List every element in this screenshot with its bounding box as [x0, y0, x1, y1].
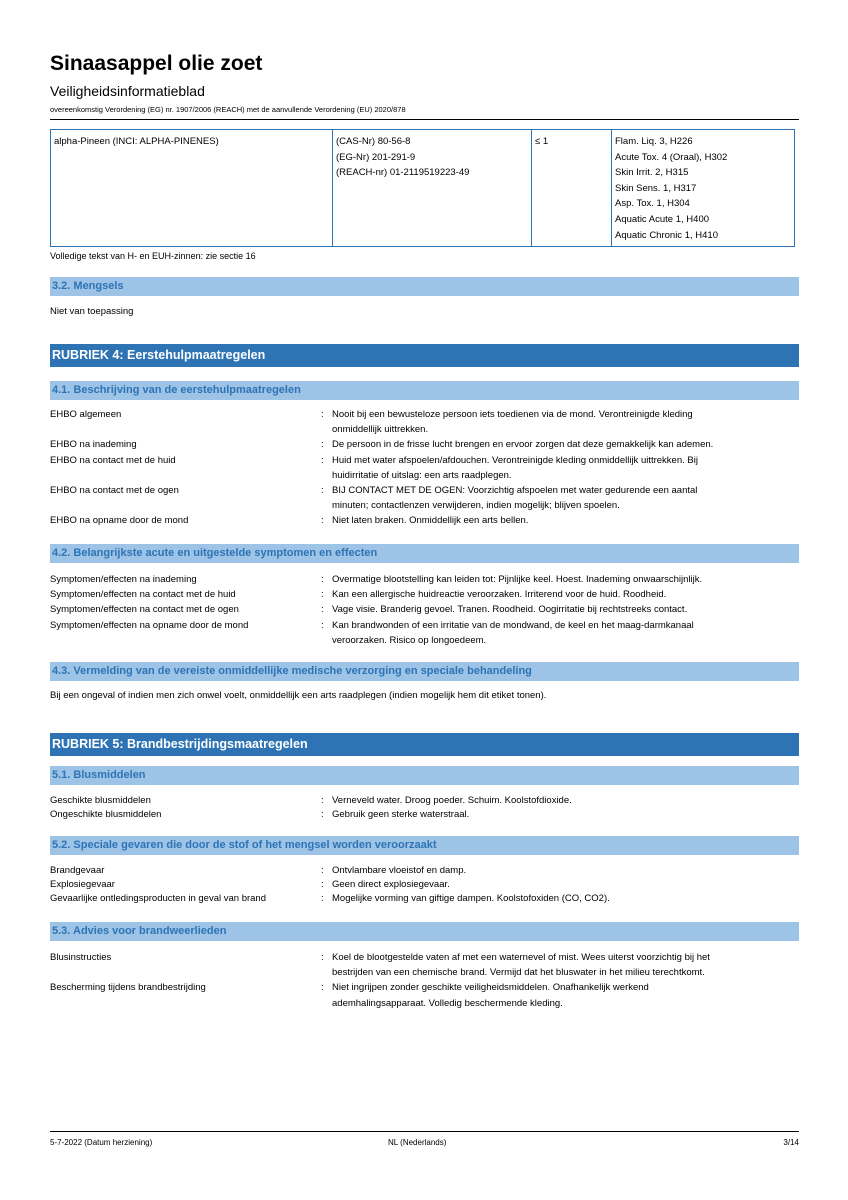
component-row: [51, 130, 795, 247]
footer-language: NL (Nederlands): [388, 1138, 447, 1147]
hazard-line: Skin Sens. 1, H317: [615, 182, 697, 194]
section-5-1-rows: [50, 794, 799, 821]
component-ids: [333, 130, 532, 247]
row-label: EHBO na inademing: [50, 439, 137, 451]
row-label: Ongeschikte blusmiddelen: [50, 808, 162, 820]
hazard-line: Acute Tox. 4 (Oraal), H302: [615, 151, 728, 163]
eg-number: (EG-Nr) 201-291-9: [336, 151, 416, 163]
info-row: Symptomen/effecten na contact met de ogen : Vage visie. Branderig gevoel. Tranen. Roodheid. Oogirritatie bij rechtstreeks contact.: [50, 602, 799, 617]
section-3-2-header: 3.2. Mengsels: [50, 277, 799, 296]
hazard-line: Flam. Liq. 3, H226: [615, 136, 693, 147]
hazard-line: Skin Irrit. 2, H315: [615, 167, 689, 179]
section-4-3-text: Bij een ongeval of indien men zich onwel voelt, onmiddellijk een arts raadplegen (indien mogelijk hem dit etiket tonen).: [50, 690, 547, 701]
row-label: EHBO na opname door de mond: [50, 515, 189, 527]
row-value: Koel de blootgestelde vaten af met een waternevel of mist. Wees uiterst voorzichtig bij het bestrijden van een chemische brand. Vermijd dat het bluswater in het milieu terechtkomt.: [332, 952, 710, 979]
section-5-2-rows: [50, 864, 799, 907]
info-row: Explosiegevaar : Geen direct explosiegevaar.: [50, 878, 799, 892]
row-value: Niet ingrijpen zonder geschikte veiligheidsmiddelen. Onafhankelijk werkend ademhalingsapparaat. Volledig beschermende kleding.: [332, 982, 649, 1009]
row-label: Symptomen/effecten na inademing: [50, 574, 197, 585]
row-value: BIJ CONTACT MET DE OGEN: Voorzichtig afspoelen met water gedurende een aantal minuten; contactlenzen verwijderen, indien mogelijk; blijven spoelen.: [332, 485, 698, 512]
info-row: Brandgevaar : Ontvlambare vloeistof en damp.: [50, 864, 799, 878]
row-value: Niet laten braken. Onmiddellijk een arts bellen.: [332, 515, 529, 527]
footer-divider: [50, 1131, 799, 1132]
info-row: Geschikte blusmiddelen : Verneveld water. Droog poeder. Schuim. Koolstofdioxide.: [50, 794, 799, 808]
info-row: Symptomen/effecten na inademing : Overmatige blootstelling kan leiden tot: Pijnlijke keel. Hoest. Inademing onwaarschijnlijk.: [50, 572, 799, 587]
row-value: Overmatige blootstelling kan leiden tot: Pijnlijke keel. Hoest. Inademing onwaarschijnlijk.: [332, 574, 703, 585]
section-4-2-header: 4.2. Belangrijkste acute en uitgestelde symptomen en effecten: [50, 544, 799, 563]
row-label: Gevaarlijke ontledingsproducten in geval van brand: [50, 893, 266, 905]
section-5-3-rows: [50, 950, 799, 1011]
info-row: Gevaarlijke ontledingsproducten in geval van brand : Mogelijke vorming van giftige dampen. Koolstofoxiden (CO, CO2).: [50, 892, 799, 906]
row-label: Blusinstructies: [50, 952, 112, 963]
section-4-1-rows: [50, 407, 799, 529]
regulation-note: overeenkomstig Verordening (EG) nr. 1907/2006 (REACH) met de aanvullende Verordening (EU) 2020/878: [50, 105, 406, 114]
row-value: De persoon in de frisse lucht brengen en ervoor zorgen dat deze gemakkelijk kan ademen.: [332, 439, 714, 451]
component-table: [50, 129, 795, 247]
cas-number: (CAS-Nr) 80-56-8: [336, 136, 411, 147]
footer-revision-date: 5-7-2022 (Datum herziening): [50, 1138, 153, 1147]
info-row: Symptomen/effecten na contact met de huid : Kan een allergische huidreactie veroorzaken. Irriterend voor de huid. Roodheid.: [50, 587, 799, 602]
row-label: Bescherming tijdens brandbestrijding: [50, 982, 206, 994]
rubriek-4-header: RUBRIEK 4: Eerstehulpmaatregelen: [50, 344, 799, 367]
section-4-2-rows: [50, 572, 799, 648]
row-label: Symptomen/effecten na opname door de mond: [50, 619, 249, 631]
info-row: Symptomen/effecten na opname door de mond : Kan brandwonden of een irritatie van de mondwand, de keel en het maag-darmkanaal veroorzaken. Risico op longoedeem.: [50, 618, 799, 648]
row-value: Geen direct explosiegevaar.: [332, 879, 450, 891]
hazard-line: Aquatic Chronic 1, H410: [615, 229, 718, 241]
row-value: Ontvlambare vloeistof en damp.: [332, 865, 467, 876]
row-label: EHBO na contact met de ogen: [50, 485, 179, 497]
component-hazards: [612, 130, 795, 247]
row-label: EHBO na contact met de huid: [50, 454, 176, 466]
info-row: Ongeschikte blusmiddelen : Gebruik geen sterke waterstraal.: [50, 808, 799, 822]
info-row: EHBO algemeen : Nooit bij een bewusteloze persoon iets toedienen via de mond. Verontreinigde kleding onmiddellijk uittrekken.: [50, 407, 799, 437]
info-row: Bescherming tijdens brandbestrijding : Niet ingrijpen zonder geschikte veiligheidsmiddelen. Onafhankelijk werkend ademhalingsapparaat. Volledig beschermende kleding.: [50, 980, 799, 1010]
row-label: EHBO algemeen: [50, 409, 122, 420]
row-value: Verneveld water. Droog poeder. Schuim. Koolstofdioxide.: [332, 795, 572, 806]
document-subtitle: Veiligheidsinformatieblad: [50, 83, 205, 99]
info-row: EHBO na contact met de huid : Huid met water afspoelen/afdouchen. Verontreinigde kleding onmiddellijk uittrekken. Bij huidirritatie of uitslag: een arts raadplegen.: [50, 453, 799, 483]
row-value: Gebruik geen sterke waterstraal.: [332, 808, 470, 820]
info-row: EHBO na opname door de mond : Niet laten braken. Onmiddellijk een arts bellen.: [50, 513, 799, 528]
h-phrase-reference: Volledige tekst van H- en EUH-zinnen: zie sectie 16: [50, 251, 256, 261]
section-5-1-header: 5.1. Blusmiddelen: [50, 766, 799, 785]
section-5-3-header: 5.3. Advies voor brandweerlieden: [50, 922, 799, 941]
header-divider: [50, 119, 799, 120]
row-value: Vage visie. Branderig gevoel. Tranen. Roodheid. Oogirritatie bij rechtstreeks contact.: [332, 604, 688, 616]
row-label: Symptomen/effecten na contact met de ogen: [50, 604, 239, 616]
row-value: Huid met water afspoelen/afdouchen. Verontreinigde kleding onmiddellijk uittrekken. Bij huidirritatie of uitslag: een arts raadplegen.: [332, 454, 698, 481]
info-row: EHBO na inademing : De persoon in de frisse lucht brengen en ervoor zorgen dat deze gemakkelijk kan ademen.: [50, 437, 799, 452]
footer-page-number: 3/14: [783, 1138, 799, 1147]
hazard-line: Aquatic Acute 1, H400: [615, 213, 710, 225]
section-5-2-header: 5.2. Speciale gevaren die door de stof of het mengsel worden veroorzaakt: [50, 836, 799, 855]
row-label: Symptomen/effecten na contact met de huid: [50, 589, 236, 601]
info-row: Blusinstructies : Koel de blootgestelde vaten af met een waternevel of mist. Wees uiterst voorzichtig bij het bestrijden van een chemische brand. Vermijd dat het bluswater in het milieu terechtkomt.: [50, 950, 799, 980]
component-name: alpha-Pineen (INCI: ALPHA-PINENES): [51, 130, 333, 247]
rubriek-5-header: RUBRIEK 5: Brandbestrijdingsmaatregelen: [50, 733, 799, 756]
section-4-1-header: 4.1. Beschrijving van de eerstehulpmaatregelen: [50, 381, 799, 400]
reach-number: (REACH-nr) 01-2119519223-49: [336, 167, 470, 179]
info-row: EHBO na contact met de ogen : BIJ CONTACT MET DE OGEN: Voorzichtig afspoelen met water gedurende een aantal minuten; contactlenzen verwijderen, indien mogelijk; blijven spoelen.: [50, 483, 799, 513]
hazard-line: Asp. Tox. 1, H304: [615, 198, 690, 210]
section-4-3-header: 4.3. Vermelding van de vereiste onmiddellijke medische verzorging en speciale behandeling: [50, 662, 799, 681]
row-value: Mogelijke vorming van giftige dampen. Koolstofoxiden (CO, CO2).: [332, 893, 610, 905]
row-value: Kan brandwonden of een irritatie van de mondwand, de keel en het maag-darmkanaal veroorzaken. Risico op longoedeem.: [332, 619, 694, 646]
row-value: Kan een allergische huidreactie veroorzaken. Irriterend voor de huid. Roodheid.: [332, 589, 667, 601]
section-3-2-text: Niet van toepassing: [50, 306, 134, 317]
row-label: Geschikte blusmiddelen: [50, 795, 151, 806]
row-value: Nooit bij een bewusteloze persoon iets toedienen via de mond. Verontreinigde kleding onmiddellijk uittrekken.: [332, 409, 693, 436]
row-label: Explosiegevaar: [50, 879, 115, 891]
component-concentration: ≤ 1: [532, 130, 612, 247]
row-label: Brandgevaar: [50, 865, 105, 876]
document-title: Sinaasappel olie zoet: [50, 52, 263, 75]
